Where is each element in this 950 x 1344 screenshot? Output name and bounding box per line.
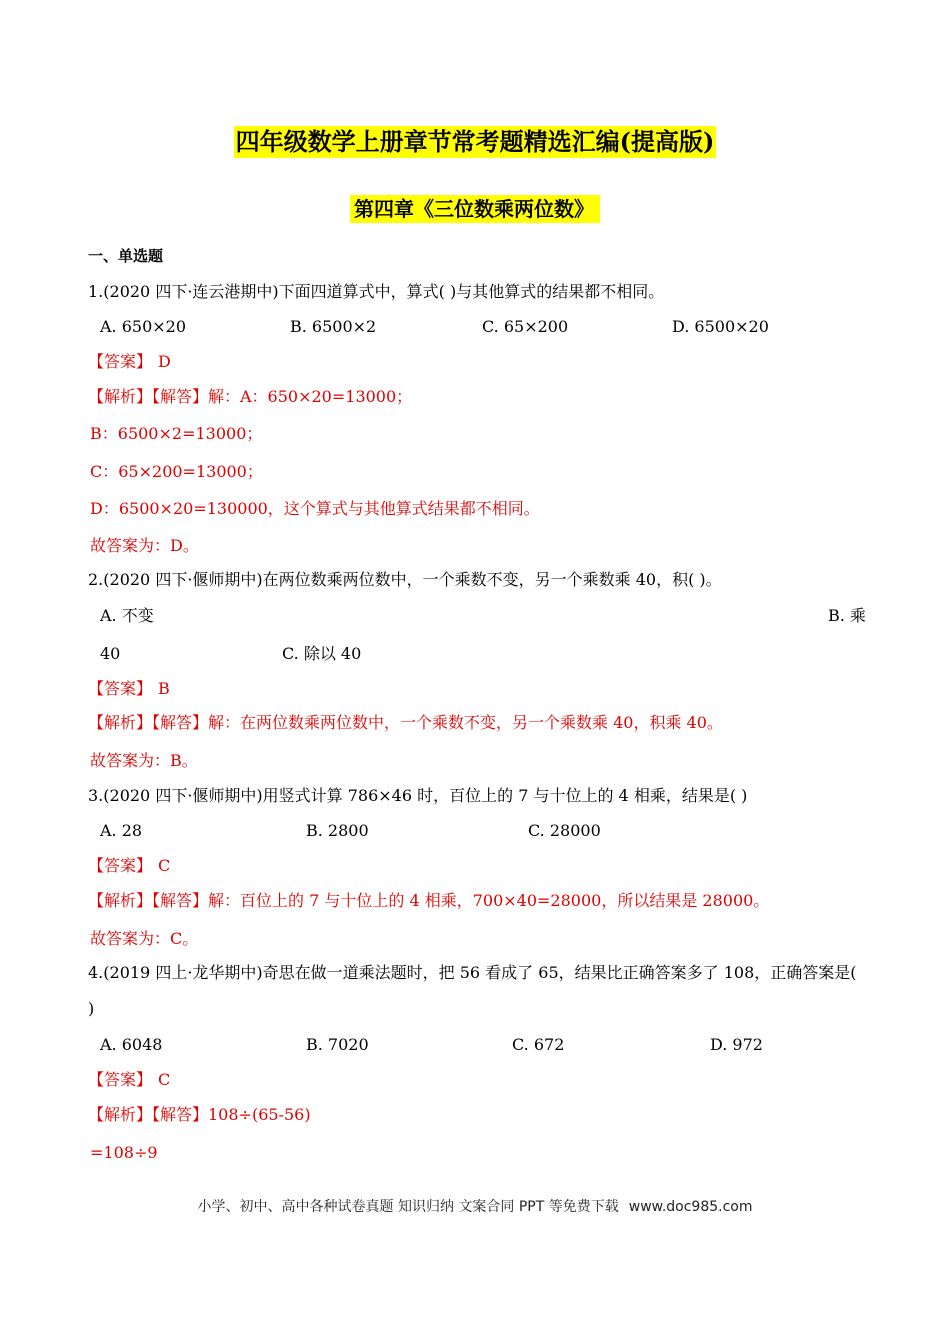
q4-stem: 4.(2019 四上·龙华期中)奇思在做一道乘法题时，把 56 看成了 65，结果比正确答案多了 108，正确答案是( [88,963,857,982]
answer-tag: 【答案】 [88,679,153,698]
q2-answer [88,679,170,699]
q1-answer [88,352,171,372]
q2-stem: 2.(2020 四下·偃师期中)在两位数乘两位数中，一个乘数不变，另一个乘数乘 40，积( )。 [88,570,722,589]
page-footer [0,1196,950,1216]
q1-line-b: B：6500×2=13000； [90,424,263,443]
answer-tag: 【答案】 [88,856,153,875]
answer-value: C [158,856,171,875]
title-wrap [0,126,950,158]
section-heading: 一、单选题 [88,247,164,265]
q4-analysis: 【解析】【解答】108÷(65-56) [88,1105,311,1124]
answer-value: C [158,1070,171,1089]
q4-stem-cont: ) [88,999,95,1018]
answer-value: B [158,679,170,698]
answer-value: D [158,352,171,371]
q1-conclusion: 故答案为：D。 [90,536,199,555]
q3-analysis: 【解析】【解答】解：百位上的 7 与十位上的 4 相乘，700×40=28000，所以结果是 28000。 [88,891,770,910]
q3-option-c: C. 28000 [528,821,601,840]
chapter-title: 第四章《三位数乘两位数》 [350,195,600,223]
q4-option-b: B. 7020 [306,1035,369,1054]
q2-option-a: A. 不变 [100,606,154,625]
q4-line-1: =108÷9 [90,1143,158,1162]
q4-option-a: A. 6048 [100,1035,163,1054]
q3-answer [88,856,170,876]
q1-option-c: C. 65×200 [482,317,569,336]
q1-line-c: C：65×200=13000； [90,462,263,481]
q3-option-b: B. 2800 [306,821,369,840]
q1-option-b: B. 6500×2 [290,317,377,336]
q3-stem: 3.(2020 四下·偃师期中)用竖式计算 786×46 时，百位上的 7 与十位上的 4 相乘，结果是( ) [88,786,748,805]
q3-option-a: A. 28 [100,821,143,840]
q1-option-d: D. 6500×20 [672,317,769,336]
q1-option-a: A. 650×20 [100,317,187,336]
footer-url-link[interactable]: www.doc985.com [628,1199,753,1215]
q2-option-b-cont: 40 [100,644,121,663]
q4-answer [88,1070,170,1090]
q1-stem: 1.(2020 四下·连云港期中)下面四道算式中，算式( )与其他算式的结果都不相同。 [88,282,665,301]
q2-option-b: B. 乘 [828,606,866,625]
q1-line-d: D：6500×20=130000，这个算式与其他算式结果都不相同。 [90,499,540,518]
q2-analysis: 【解析】【解答】解：在两位数乘两位数中，一个乘数不变，另一个乘数乘 40，积乘 40。 [88,713,723,732]
q3-conclusion: 故答案为：C。 [90,929,199,948]
answer-tag: 【答案】 [88,1070,153,1089]
q1-analysis: 【解析】【解答】解：A：650×20=13000； [88,387,413,406]
q4-option-d: D. 972 [710,1035,763,1054]
answer-tag: 【答案】 [88,352,153,371]
footer-text: 小学、初中、高中各种试卷真题 知识归纳 文案合同 PPT 等免费下载 [197,1199,619,1215]
q2-conclusion: 故答案为：B。 [90,751,198,770]
q2-option-c: C. 除以 40 [282,644,362,663]
subtitle-wrap [0,195,950,223]
document-title: 四年级数学上册章节常考题精选汇编(提高版) [235,127,715,156]
q4-option-c: C. 672 [512,1035,565,1054]
